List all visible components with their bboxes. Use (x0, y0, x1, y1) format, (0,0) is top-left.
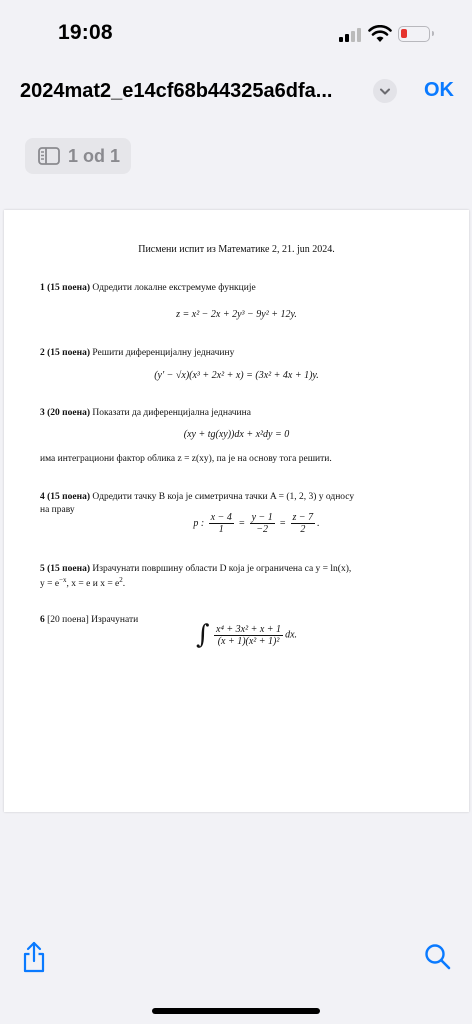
equation-6: ∫ $\frac{\text{x⁴ + 3x² + x + 1}}{\text{(x + 1)(x² + 1)²}}$ dx. (195, 620, 298, 650)
search-icon[interactable] (424, 943, 452, 971)
document-title[interactable]: 2024mat2_e14cf68b44325a6dfa... (20, 80, 333, 102)
document-page[interactable] (4, 210, 469, 812)
problem-points: (20 поена) (47, 408, 90, 418)
exponent: −x (59, 575, 67, 584)
integrand-fraction: $\frac{\text{x⁴ + 3x² + x + 1}}{\text{(x + 1)(x² + 1)²}}$ (216, 623, 282, 647)
problem-text-continued: на праву (40, 504, 75, 515)
share-icon[interactable] (21, 941, 47, 973)
equation-3: (xy + tg(xy))dx + x²dy = 0 (183, 429, 290, 440)
problem-points: (15 поена) (47, 564, 90, 574)
cellular-signal-icon (339, 28, 361, 42)
status-bar (0, 0, 472, 60)
exponent: 2 (119, 575, 123, 584)
problem-number: 5 (40, 564, 45, 574)
home-indicator[interactable] (152, 1008, 320, 1014)
fraction-y: $\frac{y - 1}{-2}$ (251, 512, 273, 535)
page-count-label: 1 od 1 (68, 146, 121, 166)
problem-3-continued: има интеграциони фактор облика z = z(xy), па је на основу тога решити. (40, 454, 332, 464)
problem-points: [20 поена] (47, 615, 89, 625)
equation-4: p : $\frac{x - 4}{1}$ = $\frac{y - 1}{-2}$ = $\frac{z - 7}{2}$ . (193, 512, 320, 535)
integral-symbol: ∫ (195, 620, 210, 650)
problem-text: Решити диференцијалну једначину (92, 348, 235, 358)
chevron-down-icon (373, 79, 397, 103)
problem-number: 4 (40, 492, 45, 502)
fraction-z: $\frac{z - 7}{2}$ (292, 512, 314, 535)
equation-2: (y′ − √x)(x³ + 2x² + x) = (3x² + 4x + 1)y. (154, 370, 319, 381)
battery-icon (398, 26, 430, 42)
problem-text: Израчунати површину области D која је ограничена са y = ln(x), (92, 564, 352, 574)
problem-text: Израчунати (91, 615, 139, 625)
wifi-icon (368, 25, 392, 43)
fraction-x: $\frac{x - 4}{1}$ (210, 512, 232, 535)
problem-points: (15 поена) (47, 283, 90, 293)
line-label: p : (193, 517, 205, 529)
problem-number: 6 (40, 615, 45, 625)
navigation-bar (0, 70, 472, 114)
problem-2 (40, 347, 440, 360)
sidebar-pages-icon (38, 147, 60, 165)
document-header: Писмени испит из Математике 2, 21. jun 2024. (138, 244, 335, 255)
problem-points: (15 поена) (47, 348, 90, 358)
problem-number: 1 (40, 283, 45, 293)
done-button[interactable]: OK (424, 79, 454, 101)
problem-text: Показати да диференцијална једначина (92, 408, 251, 418)
problem-points: (15 поена) (47, 492, 90, 502)
equation-1: z = x² − 2x + 2y³ − 9y² + 12y. (176, 309, 297, 320)
title-menu-button[interactable] (373, 79, 397, 103)
status-time: 19:08 (58, 21, 113, 44)
problem-number: 3 (40, 408, 45, 418)
problem-number: 2 (40, 348, 45, 358)
problem-text: Одредити локалне екстремуме функције (92, 283, 256, 293)
problem-text: Одредити тачку B која је симетрична тачки A = (1, 2, 3) у односу (92, 492, 355, 502)
problem-1 (40, 282, 440, 295)
problem-5: 5 (15 поена) Израчунати површину области D која је ограничена са y = ln(x), $y = e^{-x}$, x = e и $x = e^2$. (40, 564, 352, 589)
page-indicator[interactable] (25, 138, 131, 174)
problem-3 (40, 407, 440, 420)
problem-text-continued: y = e (40, 578, 60, 589)
